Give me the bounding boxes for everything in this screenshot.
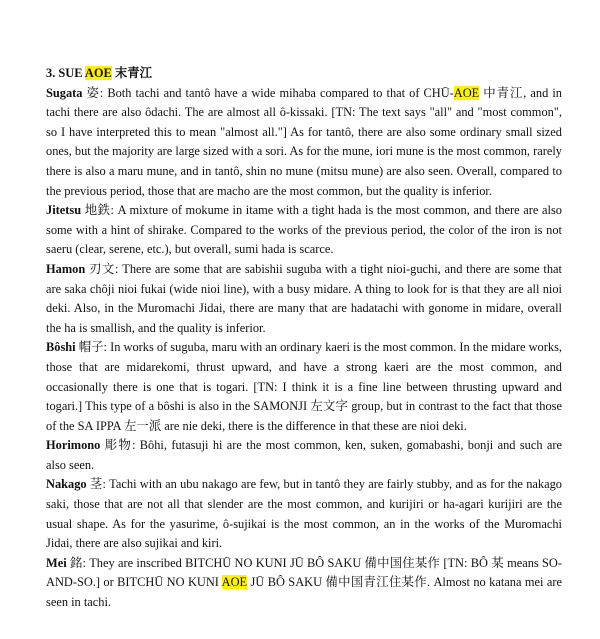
heading-highlight: AOE <box>84 66 112 80</box>
paragraph-term: Hamon <box>46 261 86 276</box>
paragraph-term: Sugata <box>46 85 83 100</box>
heading-prefix: 3. SUE <box>46 66 85 80</box>
section-heading <box>46 64 562 84</box>
paragraph-term: Horimono <box>46 438 101 453</box>
section-paragraph-nakago <box>46 475 562 553</box>
section-paragraph-b-shi <box>46 338 562 436</box>
paragraph-text: 地鉄: A mixture of mokume in itame with a tight hada is the most common, and there are also some with a hint of shirake. Compared to the works of the previous period, the color of the iron is not saeru (clear, serene, etc.), but overall, sumi hada is scarce. <box>46 203 562 257</box>
paragraph-text: 刃文: There are some that are sabishii suguba with a tight nioi-guchi, and there are some that are saka chôji nioi fukai (wide nioi line), with a busy midare. A thing to look for is that they are all nioi deki. Also, in the Muromachi Jidai, there are many that are hadatachi with gonome in midare, overall the ha is smallish, and the quality is inferior. <box>46 261 562 335</box>
section-paragraph-jitetsu <box>46 201 562 260</box>
heading-kanji: 末青江 <box>111 66 153 80</box>
paragraph-text: 銘: They are inscribed BITCHŪ NO KUNI JŪ BÔ SAKU 備中国住某作 [TN: BÔ 某 means SO-AND-SO.] or BITCHŪ NO KUNI <box>46 555 562 590</box>
highlighted-text: AOE <box>221 575 248 590</box>
highlighted-text: AOE <box>453 85 480 100</box>
section-paragraph-mei <box>46 554 562 613</box>
paragraph-text: 中青江, and in tachi there are also ôdachi. The are almost all ô-kissaki. [TN: The text says "all" and "most common", so I have interpreted this to mean "almost all."] As for tantô, there are also some ordinary small sized ones, but the majority are large sized with a sori. As for the mune, iori mune is the most common, rarely there is also a maru mune, and in tantô, shin no mune (mitsu mune) are also seen. Overall, compared to the previous period, those that are macho are the most common, but the quality is inferior. <box>46 85 562 198</box>
document-page <box>46 64 562 613</box>
paragraph-text: JŪ BÔ SAKU 備中国青江住某作. Almost no katana mei are seen in tachi. <box>46 575 562 610</box>
paragraph-text: 姿: Both tachi and tantô have a wide mihaba compared to that of CHŪ- <box>82 85 454 100</box>
section-paragraph-hamon <box>46 260 562 338</box>
section-paragraph-sugata <box>46 84 562 202</box>
section-paragraph-horimono <box>46 436 562 475</box>
paragraph-text: 彫物: Bôhi, futasuji hi are the most common, ken, suken, gomabashi, bonji and such are also seen. <box>46 438 562 472</box>
paragraph-text: 茎: Tachi with an ubu nakago are few, but in tantô they are fairly stubby, and as for the nakago saki, those that are not all that slender are the most common, and kurijiri or ha-agari kurijiri are the usual shape. As for the yasurime, ô-sujikai is the most common, an in the works of the Muromachi Jidai, there are also sujikai and kiri. <box>46 477 562 551</box>
paragraph-term: Bôshi <box>46 340 76 355</box>
paragraph-term: Nakago <box>46 477 87 492</box>
paragraph-term: Jitetsu <box>46 203 82 218</box>
paragraph-term: Mei <box>46 555 67 570</box>
document-body <box>46 84 562 613</box>
paragraph-text: 帽子: In works of suguba, maru with an ordinary kaeri is the most common. In the midare works, those that are midarekomi, thrust upward, and have a strong kaeri are the most common, and occasionally there is one that is togari. [TN: I think it is a fine line between thrusting upward and togari.] This type of a bôshi is also in the SAMONJI 左文字 group, but in contrast to the fact that those of the SA IPPA 左一派 are nie deki, there is the difference in that these are nioi deki. <box>46 340 562 433</box>
